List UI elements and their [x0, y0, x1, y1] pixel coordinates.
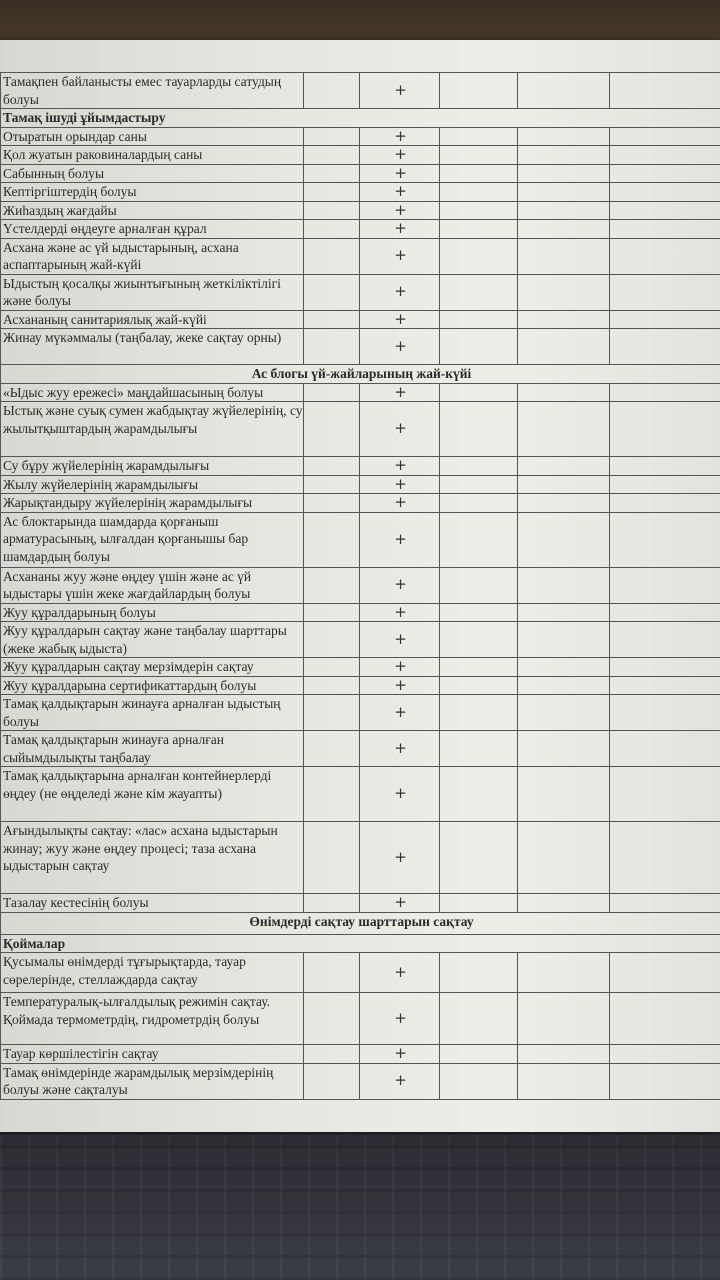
- criterion-text: Асхананы жуу және өңдеу үшін және ас үй ыдыстары үшін жеке жағдайлардың болуы: [1, 567, 304, 603]
- empty-cell: [518, 567, 610, 603]
- criterion-text: Тамақ өнімдерінде жарамдылық мерзімдерінің болуы және сақталуы: [1, 1063, 304, 1099]
- check-mark: +: [360, 475, 440, 494]
- empty-cell: [518, 603, 610, 622]
- empty-cell: [304, 475, 360, 494]
- empty-cell: [610, 1045, 720, 1064]
- checklist-row: [1, 731, 720, 767]
- checklist-row: [1, 993, 720, 1045]
- check-mark: +: [360, 567, 440, 603]
- checklist-row: [1, 603, 720, 622]
- check-mark: +: [360, 183, 440, 202]
- empty-cell: [610, 457, 720, 476]
- checklist-row: [1, 894, 720, 913]
- criterion-text: Ас блоктарында шамдарда қорғаныш арматурасының, ылғалдан қорғанышы бар шамдардың болуы: [1, 512, 304, 567]
- empty-cell: [440, 201, 518, 220]
- empty-cell: [304, 73, 360, 109]
- empty-cell: [610, 767, 720, 822]
- check-mark: +: [360, 695, 440, 731]
- empty-cell: [440, 402, 518, 457]
- empty-cell: [610, 731, 720, 767]
- empty-cell: [304, 329, 360, 365]
- empty-cell: [440, 457, 518, 476]
- empty-cell: [610, 993, 720, 1045]
- criterion-text: Қол жуатын раковиналардың саны: [1, 146, 304, 165]
- empty-cell: [518, 402, 610, 457]
- empty-cell: [304, 731, 360, 767]
- checklist-row: [1, 1063, 720, 1099]
- empty-cell: [518, 1045, 610, 1064]
- empty-cell: [304, 310, 360, 329]
- checklist-row: [1, 383, 720, 402]
- check-mark: +: [360, 73, 440, 109]
- empty-cell: [518, 494, 610, 513]
- empty-cell: [610, 201, 720, 220]
- check-mark: +: [360, 494, 440, 513]
- check-mark: +: [360, 512, 440, 567]
- checklist-row: [1, 1045, 720, 1064]
- checklist-row: [1, 146, 720, 165]
- checklist-row: [1, 822, 720, 894]
- empty-cell: [518, 164, 610, 183]
- empty-cell: [518, 894, 610, 913]
- empty-cell: [304, 457, 360, 476]
- empty-cell: [610, 73, 720, 109]
- empty-cell: [518, 457, 610, 476]
- empty-cell: [518, 329, 610, 365]
- section-heading: Ас блогы үй-жайларының жай-күйі: [1, 365, 720, 384]
- checklist-row: [1, 494, 720, 513]
- empty-cell: [440, 658, 518, 677]
- empty-cell: [440, 238, 518, 274]
- check-mark: +: [360, 731, 440, 767]
- criterion-text: Ыстық және суық сумен жабдықтау жүйелерінің, су жылытқыштардың жарамдылығы: [1, 402, 304, 457]
- empty-cell: [518, 475, 610, 494]
- checklist-row: [1, 310, 720, 329]
- checklist-row: [1, 220, 720, 239]
- empty-cell: [610, 567, 720, 603]
- empty-cell: [304, 894, 360, 913]
- empty-cell: [610, 475, 720, 494]
- check-mark: +: [360, 329, 440, 365]
- empty-cell: [610, 127, 720, 146]
- empty-cell: [518, 676, 610, 695]
- check-mark: +: [360, 767, 440, 822]
- empty-cell: [610, 220, 720, 239]
- empty-cell: [304, 1045, 360, 1064]
- checklist-row: [1, 658, 720, 677]
- empty-cell: [518, 146, 610, 165]
- criterion-text: Кептіргіштердің болуы: [1, 183, 304, 202]
- empty-cell: [610, 383, 720, 402]
- empty-cell: [518, 658, 610, 677]
- checklist-row: [1, 183, 720, 202]
- criterion-text: Жинау мүкәммалы (таңбалау, жеке сақтау орны): [1, 329, 304, 365]
- criterion-text: Температуралық-ылғалдылық режимін сақтау. Қоймада термометрдің, гидрометрдің болуы: [1, 993, 304, 1045]
- empty-cell: [518, 1063, 610, 1099]
- empty-cell: [518, 622, 610, 658]
- empty-cell: [440, 695, 518, 731]
- empty-cell: [518, 201, 610, 220]
- checklist-row: [1, 475, 720, 494]
- empty-cell: [610, 622, 720, 658]
- empty-cell: [304, 1063, 360, 1099]
- check-mark: +: [360, 1045, 440, 1064]
- empty-cell: [440, 127, 518, 146]
- empty-cell: [304, 512, 360, 567]
- checklist-row: [1, 512, 720, 567]
- empty-cell: [440, 329, 518, 365]
- criterion-text: Ыдыстың қосалқы жиынтығының жеткіліктілігі және болуы: [1, 274, 304, 310]
- empty-cell: [440, 146, 518, 165]
- checklist-row: [1, 201, 720, 220]
- check-mark: +: [360, 953, 440, 993]
- empty-cell: [610, 329, 720, 365]
- empty-cell: [440, 475, 518, 494]
- criterion-text: «Ыдыс жуу ережесі» маңдайшасының болуы: [1, 383, 304, 402]
- section-heading: Тамақ ішуді ұйымдастыру: [1, 109, 720, 128]
- empty-cell: [610, 695, 720, 731]
- empty-cell: [610, 274, 720, 310]
- empty-cell: [518, 310, 610, 329]
- criterion-text: Жуу құралдарын сақтау және таңбалау шарттары (жеке жабық ыдыста): [1, 622, 304, 658]
- empty-cell: [304, 220, 360, 239]
- criterion-text: Тамақ қалдықтарына арналған контейнерлерді өңдеу (не өңделеді және кім жауапты): [1, 767, 304, 822]
- empty-cell: [304, 658, 360, 677]
- empty-cell: [518, 512, 610, 567]
- checklist-row: [1, 127, 720, 146]
- check-mark: +: [360, 894, 440, 913]
- empty-cell: [610, 146, 720, 165]
- empty-cell: [518, 220, 610, 239]
- empty-cell: [440, 494, 518, 513]
- empty-cell: [610, 953, 720, 993]
- empty-cell: [304, 383, 360, 402]
- checklist-row: [1, 622, 720, 658]
- check-mark: +: [360, 457, 440, 476]
- empty-cell: [304, 622, 360, 658]
- empty-cell: [304, 567, 360, 603]
- empty-cell: [304, 953, 360, 993]
- empty-cell: [440, 1045, 518, 1064]
- empty-cell: [304, 695, 360, 731]
- empty-cell: [440, 183, 518, 202]
- empty-cell: [518, 383, 610, 402]
- empty-cell: [440, 220, 518, 239]
- section-heading: Өнімдерді сақтау шарттарын сақтау: [1, 912, 720, 934]
- check-mark: +: [360, 822, 440, 894]
- empty-cell: [304, 603, 360, 622]
- empty-cell: [304, 183, 360, 202]
- check-mark: +: [360, 164, 440, 183]
- empty-cell: [518, 127, 610, 146]
- check-mark: +: [360, 993, 440, 1045]
- empty-cell: [440, 993, 518, 1045]
- empty-cell: [440, 894, 518, 913]
- checklist-row: [1, 767, 720, 822]
- empty-cell: [610, 658, 720, 677]
- empty-cell: [518, 695, 610, 731]
- empty-cell: [304, 146, 360, 165]
- checklist-row: [1, 329, 720, 365]
- empty-cell: [610, 164, 720, 183]
- check-mark: +: [360, 402, 440, 457]
- criterion-text: Тауар көршілестігін сақтау: [1, 1045, 304, 1064]
- empty-cell: [610, 894, 720, 913]
- empty-cell: [440, 567, 518, 603]
- empty-cell: [440, 512, 518, 567]
- empty-cell: [440, 676, 518, 695]
- empty-cell: [610, 1063, 720, 1099]
- empty-cell: [440, 1063, 518, 1099]
- empty-cell: [518, 183, 610, 202]
- criterion-text: Ағындылықты сақтау: «лас» асхана ыдыстарын жинау; жуу және өңдеу процесі; таза асхана ыдыстарын сақтау: [1, 822, 304, 894]
- empty-cell: [304, 402, 360, 457]
- criterion-text: Жуу құралдарына сертификаттардың болуы: [1, 676, 304, 695]
- criterion-text: Жуу құралдарының болуы: [1, 603, 304, 622]
- empty-cell: [610, 822, 720, 894]
- section-heading-row: [1, 934, 720, 953]
- section-heading-row: [1, 912, 720, 934]
- empty-cell: [518, 767, 610, 822]
- criterion-text: Асхананың санитариялық жай-күйі: [1, 310, 304, 329]
- criterion-text: Жуу құралдарын сақтау мерзімдерін сақтау: [1, 658, 304, 677]
- empty-cell: [518, 731, 610, 767]
- checklist-row: [1, 402, 720, 457]
- empty-cell: [304, 767, 360, 822]
- empty-cell: [440, 383, 518, 402]
- criterion-text: Сабынның болуы: [1, 164, 304, 183]
- criterion-text: Су бұру жүйелерінің жарамдылығы: [1, 457, 304, 476]
- empty-cell: [440, 73, 518, 109]
- empty-cell: [304, 274, 360, 310]
- section-heading-row: [1, 109, 720, 128]
- criterion-text: Тамақ қалдықтарын жинауға арналған ыдыстың болуы: [1, 695, 304, 731]
- empty-cell: [610, 512, 720, 567]
- table-surface: [0, 1135, 720, 1280]
- empty-cell: [440, 622, 518, 658]
- empty-cell: [518, 274, 610, 310]
- check-mark: +: [360, 146, 440, 165]
- check-mark: +: [360, 1063, 440, 1099]
- empty-cell: [304, 822, 360, 894]
- criterion-text: Тамақпен байланысты емес тауарларды сатудың болуы: [1, 73, 304, 109]
- empty-cell: [610, 238, 720, 274]
- checklist-row: [1, 567, 720, 603]
- criterion-text: Жиһаздың жағдайы: [1, 201, 304, 220]
- checklist-row: [1, 73, 720, 109]
- criterion-text: Үстелдерді өңдеуге арналған құрал: [1, 220, 304, 239]
- empty-cell: [610, 676, 720, 695]
- checklist-row: [1, 274, 720, 310]
- check-mark: +: [360, 622, 440, 658]
- empty-cell: [518, 993, 610, 1045]
- empty-cell: [610, 310, 720, 329]
- empty-cell: [440, 164, 518, 183]
- checklist-row: [1, 676, 720, 695]
- empty-cell: [304, 164, 360, 183]
- inspection-checklist-table: [0, 72, 720, 1100]
- empty-cell: [610, 494, 720, 513]
- criterion-text: Отыратын орындар саны: [1, 127, 304, 146]
- criterion-text: Жарықтандыру жүйелерінің жарамдылығы: [1, 494, 304, 513]
- empty-cell: [440, 953, 518, 993]
- section-heading-row: [1, 365, 720, 384]
- check-mark: +: [360, 238, 440, 274]
- check-mark: +: [360, 310, 440, 329]
- check-mark: +: [360, 201, 440, 220]
- checklist-row: [1, 953, 720, 993]
- criterion-text: Жылу жүйелерінің жарамдылығы: [1, 475, 304, 494]
- empty-cell: [440, 274, 518, 310]
- empty-cell: [304, 676, 360, 695]
- empty-cell: [440, 767, 518, 822]
- empty-cell: [304, 238, 360, 274]
- check-mark: +: [360, 220, 440, 239]
- empty-cell: [440, 310, 518, 329]
- empty-cell: [518, 822, 610, 894]
- check-mark: +: [360, 658, 440, 677]
- empty-cell: [304, 494, 360, 513]
- empty-cell: [610, 603, 720, 622]
- checklist-row: [1, 457, 720, 476]
- check-mark: +: [360, 383, 440, 402]
- empty-cell: [518, 953, 610, 993]
- empty-cell: [610, 183, 720, 202]
- criterion-text: Қусымалы өнімдерді тұғырықтарда, тауар сөрелерінде, стеллаждарда сақтау: [1, 953, 304, 993]
- empty-cell: [304, 993, 360, 1045]
- criterion-text: Тазалау кестесінің болуы: [1, 894, 304, 913]
- empty-cell: [304, 127, 360, 146]
- empty-cell: [440, 731, 518, 767]
- check-mark: +: [360, 603, 440, 622]
- empty-cell: [440, 603, 518, 622]
- empty-cell: [610, 402, 720, 457]
- section-heading: Қоймалар: [1, 934, 720, 953]
- empty-cell: [440, 822, 518, 894]
- empty-cell: [518, 73, 610, 109]
- check-mark: +: [360, 274, 440, 310]
- empty-cell: [518, 238, 610, 274]
- checklist-row: [1, 164, 720, 183]
- criterion-text: Тамақ қалдықтарын жинауға арналған сыйымдылықты таңбалау: [1, 731, 304, 767]
- checklist-row: [1, 695, 720, 731]
- criterion-text: Асхана және ас үй ыдыстарының, асхана аспаптарының жай-күйі: [1, 238, 304, 274]
- empty-cell: [304, 201, 360, 220]
- check-mark: +: [360, 676, 440, 695]
- checklist-row: [1, 238, 720, 274]
- check-mark: +: [360, 127, 440, 146]
